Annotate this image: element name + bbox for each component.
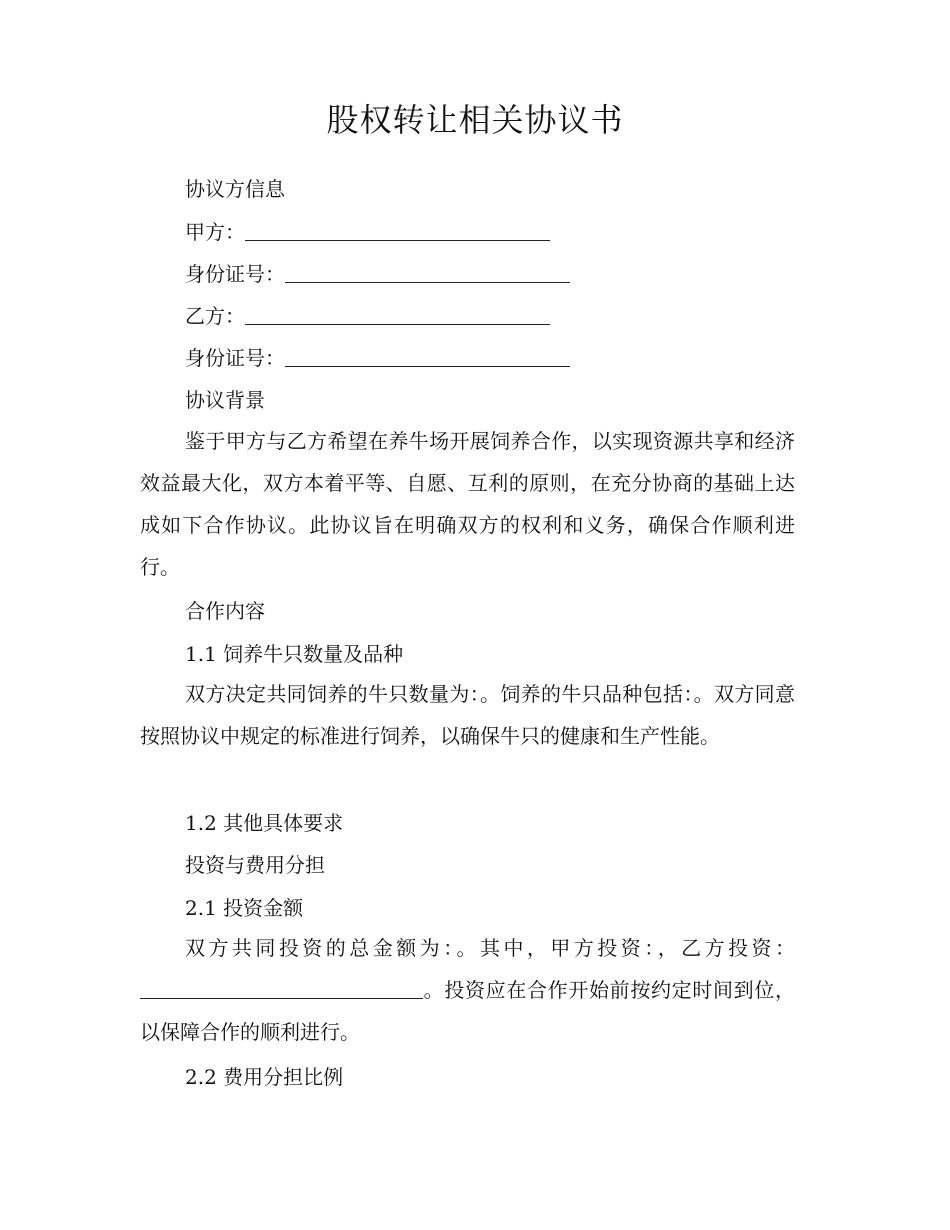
- party-b-label: 乙方：: [185, 304, 245, 328]
- section-2-1-text-b: 。投资应在合作开始前按约定时间到位，以保障合作的顺利进行。: [140, 978, 795, 1044]
- section-2-1-text-a: 双方共同投资的总金额为：。其中，甲方投资：，乙方投资：: [185, 936, 795, 960]
- background-paragraph: 鉴于甲方与乙方希望在养牛场开展饲养合作，以实现资源共享和经济效益最大化，双方本着平等、自愿、互利的原则，在充分协商的基础上达成如下合作协议。此协议旨在明确双方的权利和义务，确保合作顺利进行。: [140, 429, 795, 579]
- party-b-id-label: 身份证号：: [185, 346, 285, 370]
- section-1-2-heading: 1.2 其他具体要求: [185, 811, 344, 835]
- party-a-id-blank: [285, 262, 570, 283]
- investment-heading: 投资与费用分担: [185, 853, 325, 877]
- party-a-id-label: 身份证号：: [185, 262, 285, 286]
- cooperation-heading: 合作内容: [185, 599, 265, 623]
- party-b-id-row: [185, 344, 570, 372]
- section-1-1-heading: 1.1 饲养牛只数量及品种: [185, 642, 404, 666]
- party-a-label: 甲方：: [185, 220, 245, 244]
- party-b-row: [185, 302, 550, 330]
- document-title: 股权转让相关协议书: [326, 101, 624, 139]
- section-2-2-heading: 2.2 费用分担比例: [185, 1065, 344, 1089]
- section-2-1-paragraph: [140, 927, 795, 1053]
- party-b-investment-blank: [140, 978, 423, 999]
- party-a-blank: [245, 220, 550, 241]
- party-a-row: [185, 218, 550, 246]
- party-b-id-blank: [285, 346, 570, 367]
- party-b-blank: [245, 304, 550, 325]
- party-info-heading: 协议方信息: [185, 177, 285, 201]
- section-1-1-paragraph: 双方决定共同饲养的牛只数量为：。饲养的牛只品种包括：。双方同意按照协议中规定的标准进行饲养，以确保牛只的健康和生产性能。: [140, 682, 795, 748]
- section-2-1-heading: 2.1 投资金额: [185, 896, 304, 920]
- background-heading: 协议背景: [185, 388, 265, 412]
- party-a-id-row: [185, 260, 570, 288]
